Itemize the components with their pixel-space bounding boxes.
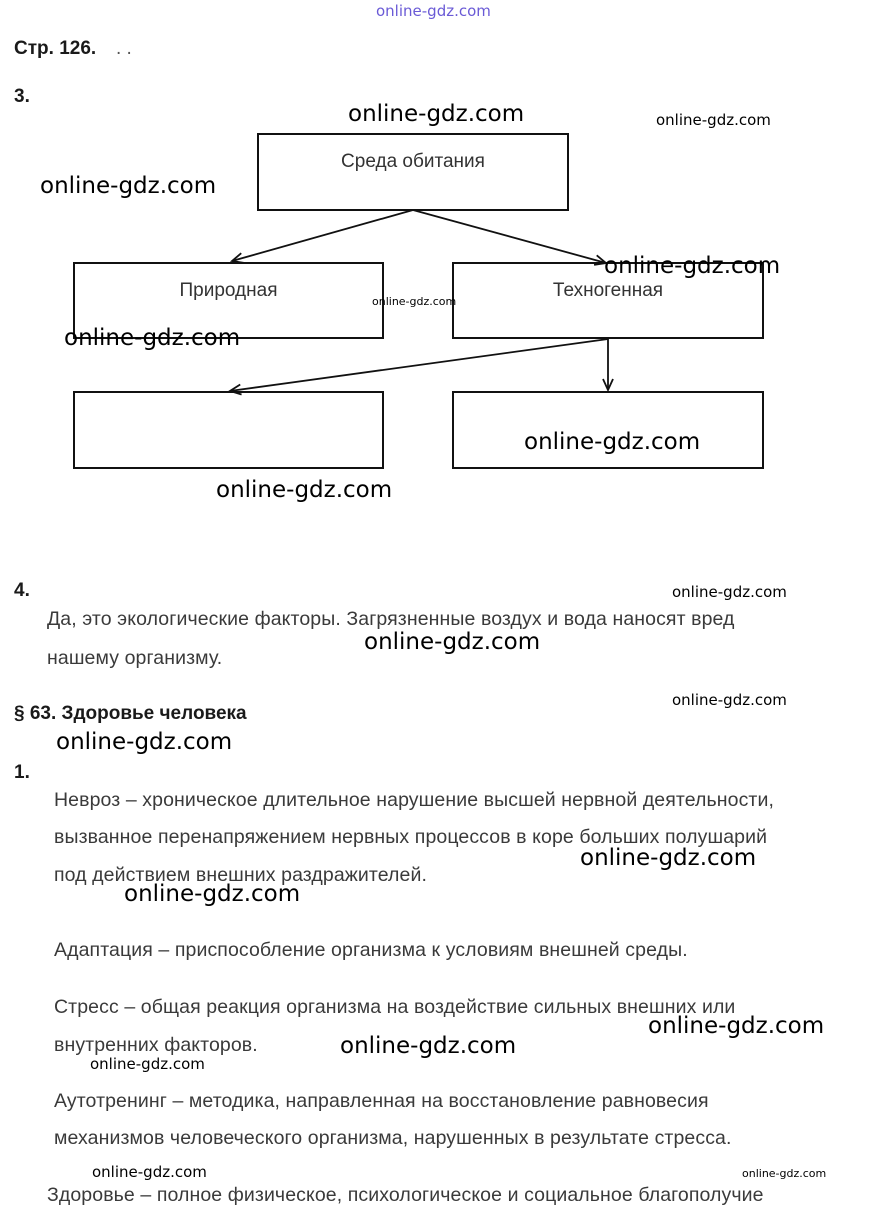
arrow-root-to-natural	[232, 210, 413, 261]
watermark: online-gdz.com	[364, 629, 541, 655]
watermark: online-gdz.com	[604, 253, 781, 279]
watermark: online-gdz.com	[656, 111, 771, 129]
header-dots: . .	[116, 38, 132, 59]
watermark: online-gdz.com	[216, 477, 393, 503]
watermark: online-gdz.com	[64, 325, 241, 351]
neuroz-line-2: вызванное перенапряжением нервных процессов в коре больших полушарий	[54, 826, 768, 848]
diagram-box-natural-label: Природная	[179, 280, 278, 301]
watermark: online-gdz.com	[648, 1013, 825, 1039]
watermark-top: online-gdz.com	[376, 2, 491, 20]
watermark: online-gdz.com	[56, 729, 233, 755]
q4-line-2: нашему организму.	[47, 647, 223, 669]
section-title: § 63. Здоровье человека	[14, 703, 247, 724]
question-4-number: 4.	[14, 580, 30, 601]
watermark: online-gdz.com	[124, 881, 301, 907]
diagram-box-root-label: Среда обитания	[341, 151, 485, 172]
question-1-number: 1.	[14, 762, 30, 783]
autotraining-line-2: механизмов человеческого организма, нарушенных в результате стресса.	[54, 1127, 732, 1149]
question-3-number: 3.	[14, 86, 30, 107]
watermark: online-gdz.com	[580, 845, 757, 871]
watermark: online-gdz.com	[372, 295, 457, 308]
q4-line-1: Да, это экологические факторы. Загрязненные воздух и вода наносят вред	[47, 608, 735, 630]
page-header: Стр. 126.	[14, 38, 97, 59]
stress-line-1: Стресс – общая реакция организма на воздействие сильных внешних или	[54, 996, 736, 1018]
diagram-box-technogenic-label: Техногенная	[552, 280, 664, 301]
watermark: online-gdz.com	[340, 1033, 517, 1059]
watermark: online-gdz.com	[92, 1163, 207, 1181]
neuroz-line-3: под действием внешних раздражителей.	[54, 864, 427, 886]
arrow-technogenic-to-left	[230, 339, 608, 391]
neuroz-line-1: Невроз – хроническое длительное нарушение высшей нервной деятельности,	[54, 789, 774, 811]
arrow-root-to-technogenic	[413, 210, 606, 263]
watermark: online-gdz.com	[348, 101, 525, 127]
stress-line-2: внутренних факторов.	[54, 1034, 258, 1056]
watermark: online-gdz.com	[742, 1167, 827, 1180]
watermark: online-gdz.com	[90, 1055, 205, 1073]
watermark: online-gdz.com	[524, 429, 701, 455]
health-line: Здоровье – полное физическое, психологическое и социальное благополучие	[47, 1184, 764, 1206]
watermark: online-gdz.com	[40, 173, 217, 199]
adaptation-line: Адаптация – приспособление организма к условиям внешней среды.	[54, 939, 688, 961]
autotraining-line-1: Аутотренинг – методика, направленная на восстановление равновесия	[54, 1090, 709, 1112]
watermark: online-gdz.com	[672, 583, 787, 601]
watermark: online-gdz.com	[672, 691, 787, 709]
